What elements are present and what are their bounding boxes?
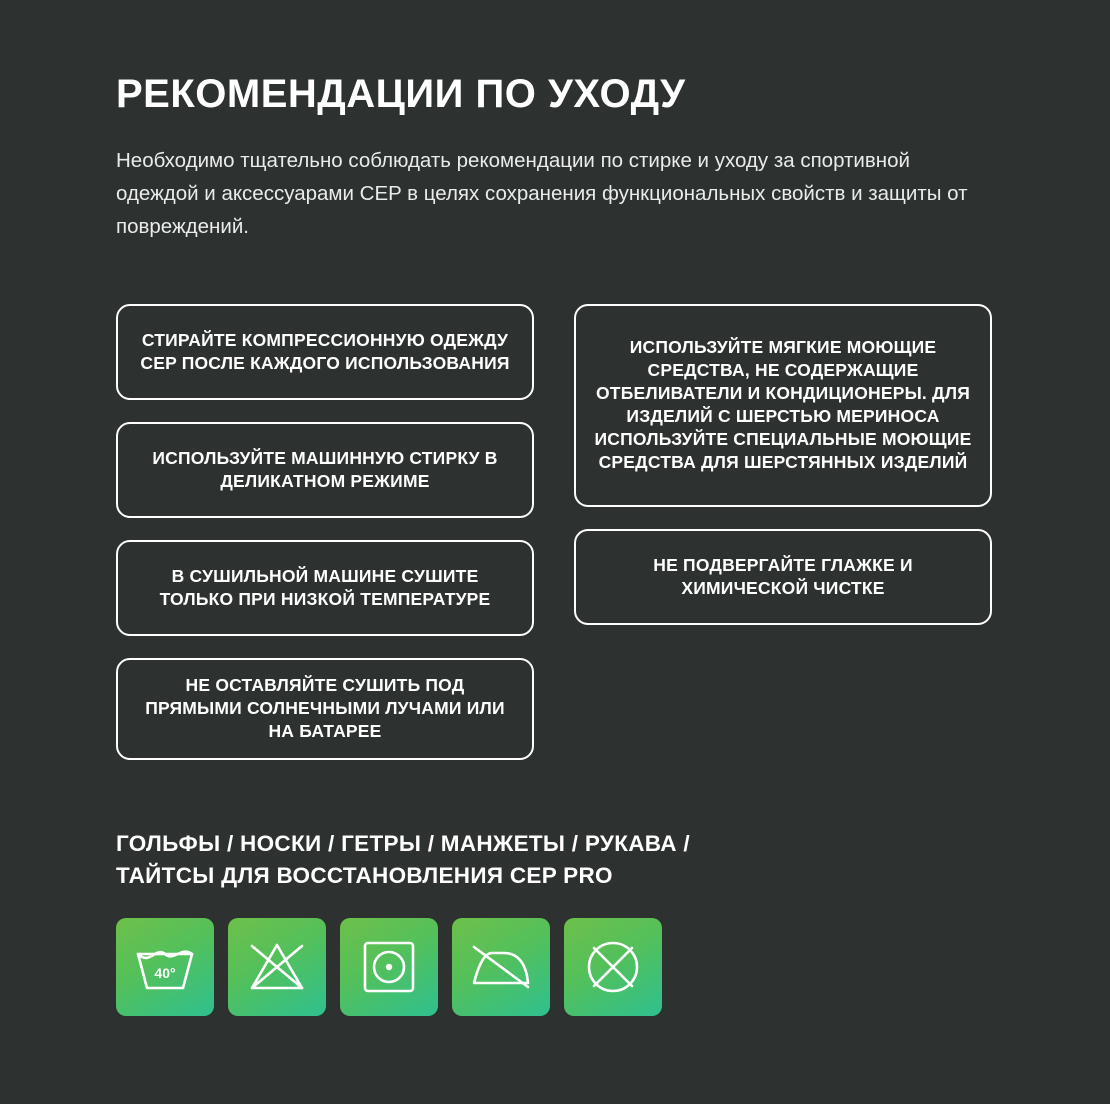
- care-cards-right-column: [574, 304, 992, 647]
- care-card: НЕ ПОДВЕРГАЙТЕ ГЛАЖКЕ И ХИМИЧЕСКОЙ ЧИСТКЕ: [574, 529, 992, 625]
- product-list-line-1: ГОЛЬФЫ / НОСКИ / ГЕТРЫ / МАНЖЕТЫ / РУКАВА /: [116, 831, 690, 856]
- wash-40-icon: [116, 918, 214, 1016]
- no-bleach-icon: [228, 918, 326, 1016]
- care-card: В СУШИЛЬНОЙ МАШИНЕ СУШИТЕ ТОЛЬКО ПРИ НИЗКОЙ ТЕМПЕРАТУРЕ: [116, 540, 534, 636]
- product-footer: [116, 828, 996, 1016]
- do-not-iron-icon: [452, 918, 550, 1016]
- do-not-dry-clean-icon: [564, 918, 662, 1016]
- care-card: СТИРАЙТЕ КОМПРЕССИОННУЮ ОДЕЖДУ CEP ПОСЛЕ КАЖДОГО ИСПОЛЬЗОВАНИЯ: [116, 304, 534, 400]
- intro-paragraph: Необходимо тщательно соблюдать рекомендации по стирке и уходу за спортивной одеждой и аксессуарами CEP в целях сохранения функциональных свойств и защиты от повреждений.: [116, 149, 968, 239]
- care-card: ИСПОЛЬЗУЙТЕ МЯГКИЕ МОЮЩИЕ СРЕДСТВА, НЕ СОДЕРЖАЩИЕ ОТБЕЛИВАТЕЛИ И КОНДИЦИОНЕРЫ. ДЛЯ ИЗДЕЛИЙ С ШЕРСТЬЮ МЕРИНОСА ИСПОЛЬЗУЙТЕ СПЕЦИАЛЬНЫЕ МОЮЩИЕ СРЕДСТВА ДЛЯ ШЕРСТЯННЫХ ИЗДЕЛИЙ: [574, 304, 992, 507]
- care-cards-left-column: [116, 304, 534, 782]
- care-symbols: [116, 918, 996, 1016]
- product-list-line-2: ТАЙТСЫ ДЛЯ ВОССТАНОВЛЕНИЯ CEP PRO: [116, 862, 613, 888]
- care-card: НЕ ОСТАВЛЯЙТЕ СУШИТЬ ПОД ПРЯМЫМИ СОЛНЕЧНЫМИ ЛУЧАМИ ИЛИ НА БАТАРЕЕ: [116, 658, 534, 760]
- care-card: ИСПОЛЬЗУЙТЕ МАШИННУЮ СТИРКУ В ДЕЛИКАТНОМ РЕЖИМЕ: [116, 422, 534, 518]
- tumble-dry-low-icon: [340, 918, 438, 1016]
- care-cards: [116, 304, 994, 782]
- page-title: РЕКОМЕНДАЦИИ ПО УХОДУ: [116, 72, 686, 116]
- svg-text:40°: 40°: [154, 964, 176, 981]
